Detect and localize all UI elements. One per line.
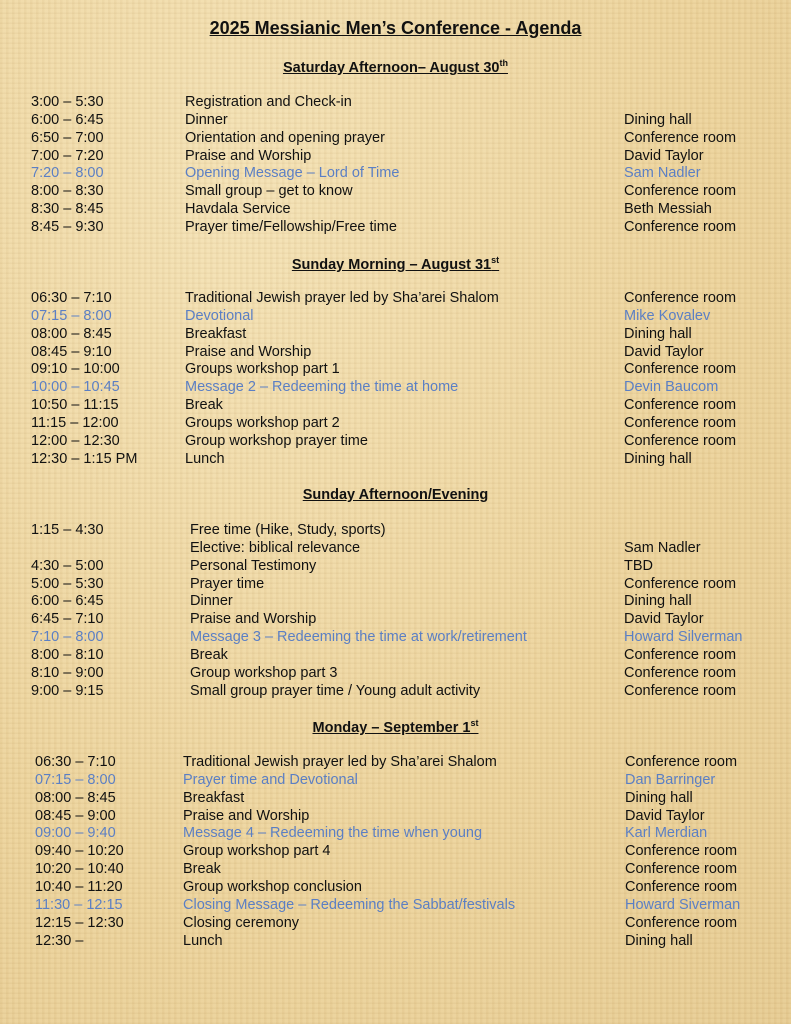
agenda-activity: Small group – get to know xyxy=(185,183,353,200)
agenda-row xyxy=(0,896,791,914)
agenda-time: 06:30 – 7:10 xyxy=(35,754,116,770)
agenda-activity: Groups workshop part 2 xyxy=(185,414,340,431)
agenda-row xyxy=(0,396,791,414)
agenda-location: Conference room xyxy=(624,290,737,306)
agenda-location: Conference room xyxy=(624,397,737,414)
agenda-row xyxy=(0,450,791,468)
agenda-activity: Group workshop part 3 xyxy=(190,664,338,681)
agenda-activity: Break xyxy=(183,861,221,878)
agenda-row xyxy=(0,824,791,842)
agenda-row xyxy=(0,129,791,147)
agenda-activity: Message 4 – Redeeming the time when young xyxy=(183,825,483,842)
agenda-row xyxy=(0,539,791,557)
agenda-activity: Opening Message – Lord of Time xyxy=(185,165,400,182)
agenda-location: Dining hall xyxy=(624,593,692,610)
agenda-location: Howard Silverman xyxy=(624,629,743,646)
agenda-activity: Praise and Worship xyxy=(183,807,310,824)
agenda-row xyxy=(0,432,791,450)
agenda-row xyxy=(0,628,791,646)
agenda-location: Howard Siverman xyxy=(625,896,741,913)
agenda-row xyxy=(0,575,791,593)
agenda-time: 12:30 – xyxy=(35,932,84,949)
agenda-time: 7:00 – 7:20 xyxy=(31,147,104,164)
agenda-time: 6:00 – 6:45 xyxy=(31,111,104,128)
agenda-row xyxy=(0,789,791,807)
agenda-time: 4:30 – 5:00 xyxy=(31,557,104,574)
agenda-time: 08:00 – 8:45 xyxy=(31,325,112,342)
agenda-location: Dining hall xyxy=(624,450,692,467)
agenda-row xyxy=(0,289,791,307)
agenda-activity: Message 3 – Redeeming the time at work/retirement xyxy=(190,629,527,646)
agenda-location: Mike Kovalev xyxy=(624,307,711,324)
agenda-location: Dining hall xyxy=(625,789,693,806)
agenda-time: 08:00 – 8:45 xyxy=(35,789,116,806)
agenda-row xyxy=(0,93,791,111)
agenda-time: 3:00 – 5:30 xyxy=(31,94,104,110)
agenda-time: 07:15 – 8:00 xyxy=(35,771,116,788)
agenda-location: Conference room xyxy=(625,843,738,860)
agenda-location: Conference room xyxy=(624,218,737,235)
agenda-time: 5:00 – 5:30 xyxy=(31,575,104,592)
agenda-location: Conference room xyxy=(624,129,737,146)
agenda-row xyxy=(0,325,791,343)
agenda-activity: Breakfast xyxy=(185,325,247,342)
agenda-activity: Group workshop prayer time xyxy=(185,432,368,449)
agenda-row xyxy=(0,200,791,218)
agenda-row xyxy=(0,771,791,789)
agenda-time: 12:00 – 12:30 xyxy=(31,432,120,449)
agenda-location: Conference room xyxy=(624,361,737,378)
agenda-activity: Closing ceremony xyxy=(183,914,300,931)
agenda-time: 07:15 – 8:00 xyxy=(31,307,112,324)
agenda-time: 7:20 – 8:00 xyxy=(31,165,104,182)
section-heading xyxy=(0,58,791,76)
agenda-location: Sam Nadler xyxy=(624,539,701,556)
agenda-location: Conference room xyxy=(624,432,737,449)
agenda-time: 09:10 – 10:00 xyxy=(31,361,120,378)
agenda-time: 6:45 – 7:10 xyxy=(31,611,104,628)
agenda-time: 8:00 – 8:10 xyxy=(31,646,104,663)
agenda-activity: Free time (Hike, Study, sports) xyxy=(190,522,386,538)
agenda-row xyxy=(0,610,791,628)
agenda-activity: Devotional xyxy=(185,307,254,324)
agenda-row xyxy=(0,360,791,378)
section-heading-suffix: th xyxy=(499,58,508,68)
page-title: 2025 Messianic Men’s Conference - Agenda xyxy=(209,18,582,38)
agenda-activity: Groups workshop part 1 xyxy=(185,361,340,378)
agenda-time: 06:30 – 7:10 xyxy=(31,290,112,306)
section-heading-text: Monday – September 1 xyxy=(312,719,471,736)
agenda-location: David Taylor xyxy=(625,807,705,824)
agenda-row xyxy=(0,378,791,396)
agenda-time: 08:45 – 9:00 xyxy=(35,807,116,824)
agenda-activity: Orientation and opening prayer xyxy=(185,129,385,146)
agenda-row xyxy=(0,557,791,575)
agenda-time: 10:50 – 11:15 xyxy=(31,397,119,414)
agenda-location: Devin Baucom xyxy=(624,379,719,396)
agenda-activity: Group workshop conclusion xyxy=(183,878,362,895)
agenda-location: Conference room xyxy=(624,183,737,200)
agenda-time: 12:15 – 12:30 xyxy=(35,914,124,931)
agenda-activity: Registration and Check-in xyxy=(185,94,352,110)
agenda-activity: Message 2 – Redeeming the time at home xyxy=(185,379,459,396)
agenda-time: 8:45 – 9:30 xyxy=(31,218,104,235)
section-heading xyxy=(0,255,791,273)
agenda-location: Conference room xyxy=(624,682,737,699)
agenda-time: 8:30 – 8:45 xyxy=(31,201,104,218)
section-heading-suffix: st xyxy=(491,255,500,265)
agenda-time: 8:10 – 9:00 xyxy=(31,664,104,681)
agenda-location: David Taylor xyxy=(624,343,704,360)
agenda-row xyxy=(0,218,791,236)
agenda-time: 12:30 – 1:15 PM xyxy=(31,450,138,467)
agenda-row xyxy=(0,860,791,878)
agenda-row xyxy=(0,414,791,432)
agenda-time: 10:40 – 11:20 xyxy=(35,878,123,895)
agenda-row xyxy=(0,932,791,950)
agenda-activity: Group workshop part 4 xyxy=(183,843,331,860)
agenda-time: 08:45 – 9:10 xyxy=(31,343,112,360)
agenda-location: Karl Merdian xyxy=(625,825,708,842)
agenda-row xyxy=(0,664,791,682)
agenda-row xyxy=(0,682,791,700)
agenda-row xyxy=(0,343,791,361)
agenda-activity: Break xyxy=(185,397,223,414)
agenda-row xyxy=(0,521,791,539)
agenda-row xyxy=(0,147,791,165)
agenda-location: Beth Messiah xyxy=(624,201,712,218)
agenda-activity: Havdala Service xyxy=(185,201,291,218)
agenda-time: 09:40 – 10:20 xyxy=(35,843,124,860)
agenda-activity: Praise and Worship xyxy=(190,611,317,628)
agenda-activity: Small group prayer time / Young adult activity xyxy=(190,682,481,699)
agenda-activity: Lunch xyxy=(185,450,225,467)
agenda-activity: Prayer time/Fellowship/Free time xyxy=(185,218,397,235)
agenda-row xyxy=(0,111,791,129)
section-heading xyxy=(0,718,791,736)
agenda-time: 8:00 – 8:30 xyxy=(31,183,104,200)
agenda-activity: Personal Testimony xyxy=(190,557,317,574)
section-heading-suffix: st xyxy=(470,718,479,728)
agenda-activity: Prayer time xyxy=(190,575,265,592)
agenda-activity: Breakfast xyxy=(183,789,245,806)
agenda-row xyxy=(0,307,791,325)
agenda-activity: Break xyxy=(190,646,228,663)
agenda-row xyxy=(0,842,791,860)
agenda-time: 6:00 – 6:45 xyxy=(31,593,104,610)
agenda-row xyxy=(0,646,791,664)
agenda-time: 09:00 – 9:40 xyxy=(35,825,116,842)
agenda-time: 7:10 – 8:00 xyxy=(31,629,104,646)
agenda-location: Conference room xyxy=(624,575,737,592)
agenda-activity: Elective: biblical relevance xyxy=(190,539,361,556)
agenda-location: Conference room xyxy=(625,861,738,878)
agenda-row xyxy=(0,807,791,825)
agenda-location: Conference room xyxy=(625,914,738,931)
agenda-row xyxy=(0,914,791,932)
agenda-location: Conference room xyxy=(625,754,738,770)
agenda-time: 10:20 – 10:40 xyxy=(35,861,124,878)
agenda-activity: Dinner xyxy=(185,111,228,128)
section-heading-text: Sunday Morning – August 31 xyxy=(291,256,492,273)
agenda-location: Dan Barringer xyxy=(625,771,716,788)
agenda-location: David Taylor xyxy=(624,611,704,628)
agenda-row xyxy=(0,182,791,200)
agenda-location: Dining hall xyxy=(624,325,692,342)
agenda-time: 11:15 – 12:00 xyxy=(31,414,119,431)
agenda-time: 11:30 – 12:15 xyxy=(35,896,123,913)
agenda-activity: Prayer time and Devotional xyxy=(183,771,358,788)
agenda-activity: Lunch xyxy=(183,932,223,949)
section-heading-text: Saturday Afternoon– August 30 xyxy=(283,59,500,76)
agenda-location: David Taylor xyxy=(624,147,704,164)
section-heading xyxy=(0,487,791,503)
agenda-time: 10:00 – 10:45 xyxy=(31,379,120,396)
agenda-row xyxy=(0,592,791,610)
agenda-activity: Praise and Worship xyxy=(185,147,312,164)
agenda-location: Dining hall xyxy=(624,111,692,128)
agenda-activity: Dinner xyxy=(190,593,233,610)
agenda-time: 9:00 – 9:15 xyxy=(31,682,104,699)
agenda-location: Conference room xyxy=(624,414,737,431)
agenda-time: 6:50 – 7:00 xyxy=(31,129,104,146)
agenda-row xyxy=(0,878,791,896)
section-heading-text: Sunday Afternoon/Evening xyxy=(302,487,489,503)
agenda-activity: Closing Message – Redeeming the Sabbat/festivals xyxy=(183,896,516,913)
agenda-activity: Praise and Worship xyxy=(185,343,312,360)
agenda-location: TBD xyxy=(624,557,653,574)
agenda-location: Conference room xyxy=(625,878,738,895)
agenda-location: Conference room xyxy=(624,664,737,681)
agenda-location: Dining hall xyxy=(625,932,693,949)
agenda-row xyxy=(0,164,791,182)
agenda-activity: Traditional Jewish prayer led by Sha’arei Shalom xyxy=(183,754,497,770)
agenda-location: Conference room xyxy=(624,646,737,663)
agenda-activity: Traditional Jewish prayer led by Sha’arei Shalom xyxy=(185,290,499,306)
agenda-location: Sam Nadler xyxy=(624,165,701,182)
agenda-time: 1:15 – 4:30 xyxy=(31,522,104,538)
agenda-row xyxy=(0,753,791,771)
